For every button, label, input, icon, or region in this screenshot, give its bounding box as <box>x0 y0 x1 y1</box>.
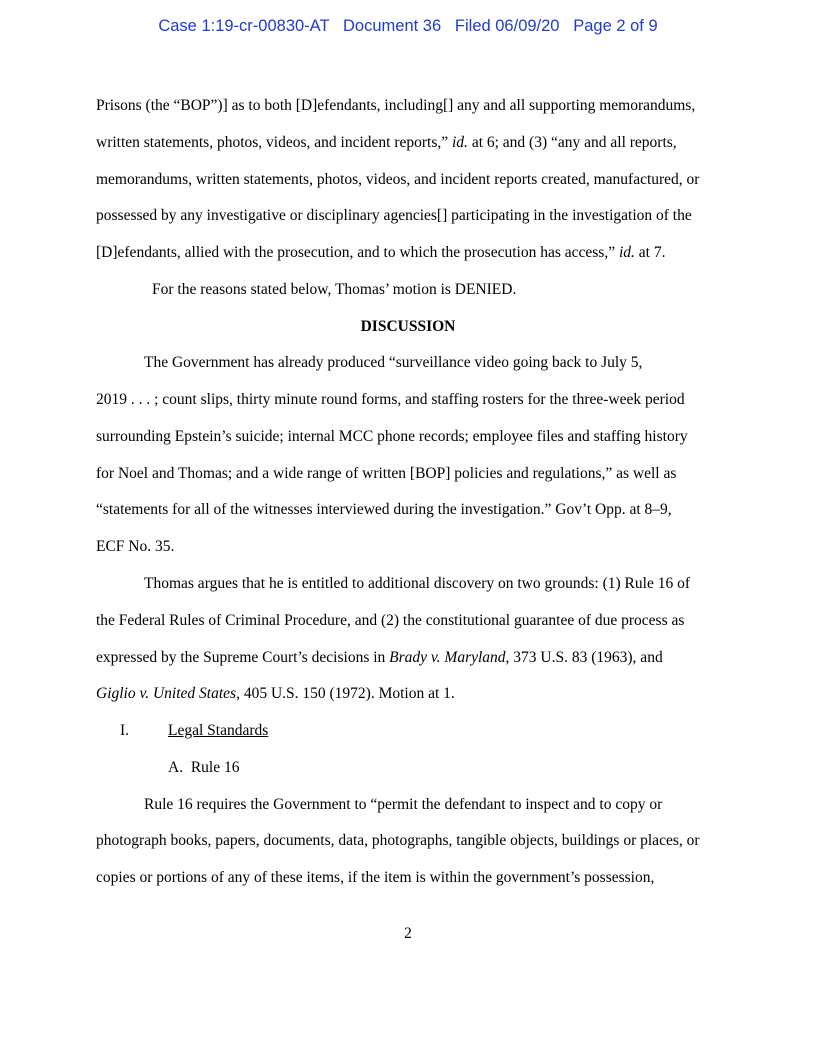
document-number: Document 36 <box>343 17 442 35</box>
text-line: expressed by the Supreme Court’s decisions in Brady v. Maryland, 373 U.S. 83 (1963), and <box>96 649 663 666</box>
text-line: [D]efendants, allied with the prosecution, and to which the prosecution has access,” id. at 7. <box>96 244 666 261</box>
filed-date: Filed 06/09/20 <box>454 17 560 35</box>
subsection-title-rule-16: A. Rule 16 <box>168 759 240 776</box>
text-line: copies or portions of any of these items, if the item is within the government’s possession, <box>96 869 655 886</box>
text-line: The Government has already produced “surveillance video going back to July 5, <box>144 354 643 371</box>
text-line: for Noel and Thomas; and a wide range of written [BOP] policies and regulations,” as well as <box>96 465 677 482</box>
page-indicator: Page 2 of 9 <box>573 17 658 35</box>
page-number: 2 <box>404 925 412 942</box>
section-heading-discussion: DISCUSSION <box>360 318 456 335</box>
text-line: memorandums, written statements, photos, videos, and incident reports created, manufactured, or <box>96 171 700 188</box>
case-header <box>0 17 816 36</box>
text-line: surrounding Epstein’s suicide; internal MCC phone records; employee files and staffing history <box>96 428 688 445</box>
text-line: “statements for all of the witnesses interviewed during the investigation.” Gov’t Opp. at 8–9, <box>96 501 672 518</box>
text-line: Rule 16 requires the Government to “permit the defendant to inspect and to copy or <box>144 796 663 813</box>
ruling-sentence: For the reasons stated below, Thomas’ motion is DENIED. <box>152 281 517 298</box>
text-line: photograph books, papers, documents, data, photographs, tangible objects, buildings or places, or <box>96 832 700 849</box>
text-line: the Federal Rules of Criminal Procedure, and (2) the constitutional guarantee of due process as <box>96 612 685 629</box>
section-title-legal-standards: Legal Standards <box>168 722 269 739</box>
text-line: possessed by any investigative or disciplinary agencies[] participating in the investigation of the <box>96 207 692 224</box>
text-line: Giglio v. United States, 405 U.S. 150 (1972). Motion at 1. <box>96 685 455 702</box>
text-line: Prisons (the “BOP”)] as to both [D]efendants, including[] any and all supporting memorandums, <box>96 97 696 114</box>
case-number: Case 1:19-cr-00830-AT <box>158 17 330 35</box>
text-line: written statements, photos, videos, and incident reports,” id. at 6; and (3) “any and all reports, <box>96 134 677 151</box>
text-line: 2019 . . . ; count slips, thirty minute round forms, and staffing rosters for the three-week period <box>96 391 685 408</box>
text-line: Thomas argues that he is entitled to additional discovery on two grounds: (1) Rule 16 of <box>144 575 690 592</box>
section-number: I. <box>120 722 130 739</box>
text-line: ECF No. 35. <box>96 538 175 555</box>
